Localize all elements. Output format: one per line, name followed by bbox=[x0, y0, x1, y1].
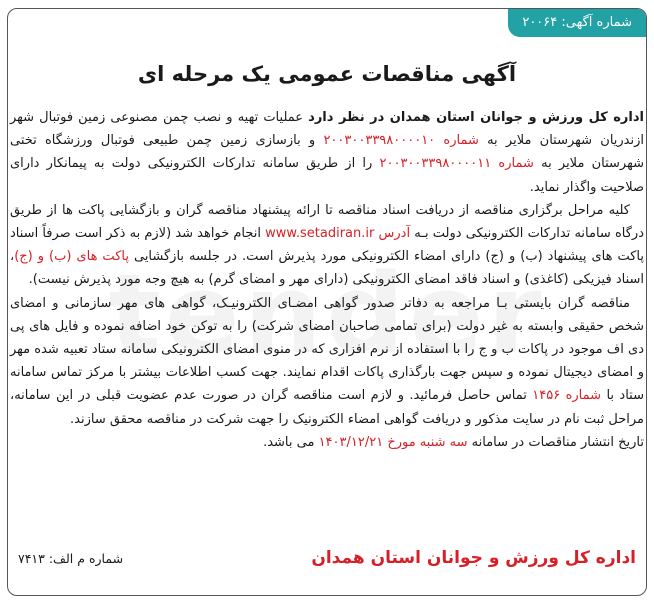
page-title: آگهی مناقصات عمومی یک مرحله ای bbox=[137, 62, 517, 87]
call-center-number: شماره ۱۴۵۶ bbox=[532, 388, 602, 404]
tender-number-1: شماره ۲۰۰۳۰۰۳۳۹۸۰۰۰۰۱۰ bbox=[323, 133, 479, 149]
website-link[interactable]: www.setadiran.ir bbox=[265, 226, 375, 242]
signature-text-2: تماس حاصل فرمائید. و لازم است مناقصه گران در صورت عدم عضویت قبلی در این سامانه، مراحل ثبت نام در سایت مذکور و دریافت گواهی امضاء الکترونیک را جهت شرکت در مناقصه محقق سازند. bbox=[10, 388, 644, 427]
address-label: آدرس bbox=[378, 226, 411, 242]
paragraph-date bbox=[10, 431, 644, 454]
paragraph-intro bbox=[10, 106, 644, 199]
notice-number-badge: شماره آگهی: ۲۰۰۶۴ bbox=[508, 9, 646, 37]
intro-text-3: را از طریق سامانه تدارکات الکترونیکی دولت به پیمانکار دارای صلاحیت واگذار نماید. bbox=[10, 156, 644, 195]
signature-text-1: مناقصه گران بایستی بـا مراجعه به دفاتر صدور گواهی امضـای الکترونیـک، گواهی های مهر سازمانی و امضای شخص حقیقی وابسته به غیر دولت (برای تمامی صاحبان امضای شرکت) را به توکن خود اضافه نموده و فایل های پی دی اف موجود در پاکات ب و ج را با استفاده از نرم افزاری که در منوی امضای الکترونیکی سامانه ستاد تعبیه شده مهر و امضای دیجیتال نموده و سپس جهت بارگذاری پاکات اقدام نمایند. جهت کسب اطلاعات بیشتر با مرکز تماس سامانه ستاد با bbox=[10, 295, 644, 404]
process-text-3: ، اسناد فیزیکی (کاغذی) و اسناد فاقد امضای الکترونیکی (دارای مهر و امضای گرم) به هیچ وجه مورد پذیرش نیست). bbox=[10, 249, 644, 288]
process-text-1: کلیه مراحل برگزاری مناقصه از دریافت اسناد مناقصه تا ارائه پیشنهاد مناقصه گران و بازگشایی پاکت ها از طریق درگاه سامانه تدارکات الکترونیکی دولت بـه bbox=[10, 202, 644, 242]
envelopes-label: پاکت های (ب) و (ج) bbox=[14, 249, 129, 265]
paragraph-signature bbox=[10, 292, 644, 431]
agency-intro: اداره کل ورزش و جوانان استان همدان در نظر دارد bbox=[308, 110, 644, 125]
publish-date: سه شنبه مورخ ۱۴۰۳/۱۲/۲۱ bbox=[318, 434, 468, 450]
intro-text-2: و بازسازی زمین چمن طبیعی فوتبال ورزشگاه تختی شهرستان ملایر به bbox=[10, 133, 644, 172]
footer-reference-code: شماره م الف: ۷۴۱۳ bbox=[18, 551, 124, 566]
paragraph-process bbox=[10, 199, 644, 292]
process-text-2: انجام خواهد شد (لازم به ذکر است صرفاً اسناد پاکت های پیشنهاد (ب) و (ج) دارای امضاء الکترونیکی مورد پذیرش است. در جلسه بازگشایی bbox=[10, 226, 645, 265]
date-text-1: تاریخ انتشار مناقصات در سامانه bbox=[467, 434, 644, 450]
tender-number-2: شماره ۲۰۰۳۰۰۳۳۹۸۰۰۰۰۱۱ bbox=[379, 156, 534, 172]
notice-body bbox=[10, 106, 644, 454]
footer-agency-name: اداره کل ورزش و جوانان استان همدان bbox=[311, 548, 636, 568]
intro-text-1: عملیات تهیه و نصب چمن مصنوعی زمین فوتبال شهر ازندریان شهرستان ملایر به bbox=[10, 110, 645, 149]
date-text-2: می باشد. bbox=[263, 434, 319, 450]
